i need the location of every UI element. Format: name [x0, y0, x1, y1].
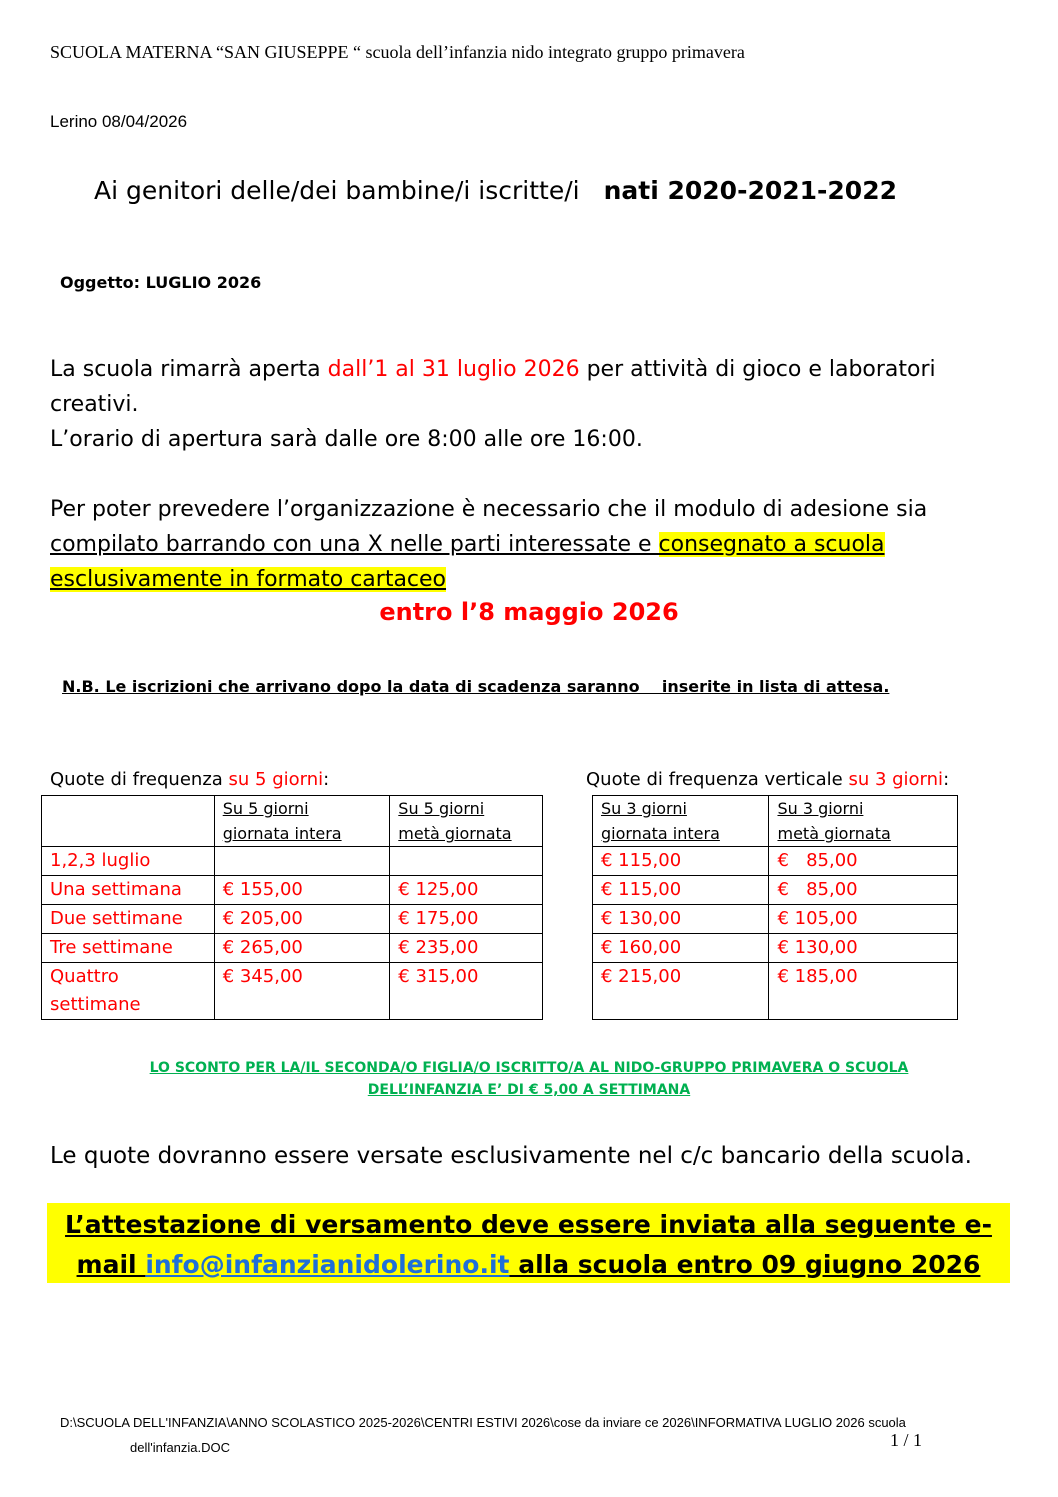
discount-line1: LO SCONTO PER LA/IL SECONDA/O FIGLIA/O ISCRITTO/A AL NIDO-GRUPPO PRIMAVERA O SCUOLA [149, 1060, 909, 1076]
page-number: 1 / 1 [890, 1430, 923, 1450]
footer-path: D:\SCUOLA DELL'INFANZIA\ANNO SCOLASTICO 2025-2026\CENTRI ESTIVI 2026\cose da inviare ce 2026\INFORMATIVA LUGLIO 2026 scuola [60, 1415, 906, 1430]
table-header-row [42, 796, 543, 847]
fees-table-3-days [592, 795, 958, 1020]
table-header-cell [42, 796, 215, 847]
table1-caption-text: Quote di frequenza [50, 769, 229, 790]
price-cell: € 125,00 [390, 876, 543, 905]
table-row [42, 934, 543, 963]
header-days: Su 5 giorni [222, 799, 309, 818]
price-cell: € 265,00 [214, 934, 390, 963]
table-row [593, 876, 958, 905]
price-cell: € 215,00 [593, 963, 769, 1020]
table-row [593, 905, 958, 934]
price-cell: € 185,00 [769, 963, 958, 1020]
recipients-text: Ai genitori delle/dei bambine/i iscritte/i [94, 176, 580, 205]
price-cell: € 85,00 [769, 876, 958, 905]
period-label: Due settimane [42, 905, 215, 934]
table1-caption [50, 769, 329, 790]
p1-dates: dall’1 al 31 luglio 2026 [327, 357, 580, 382]
price-cell: € 130,00 [593, 905, 769, 934]
table-row [42, 963, 543, 1020]
price-cell: € 115,00 [593, 847, 769, 876]
table-row [42, 847, 543, 876]
sibling-discount-note [0, 1057, 1058, 1101]
price-cell: € 205,00 [214, 905, 390, 934]
table-row [593, 847, 958, 876]
table-header-cell [769, 796, 958, 847]
subject-line: Oggetto: LUGLIO 2026 [60, 273, 262, 292]
recipients-years: nati 2020-2021-2022 [603, 176, 897, 205]
table-row [593, 963, 958, 1020]
header-type: metà giornata [398, 824, 512, 843]
table-row [42, 876, 543, 905]
header-type: metà giornata [777, 824, 891, 843]
p2-text-a: Per poter prevedere l’organizzazione è necessario che il modulo di adesione sia [50, 497, 928, 522]
price-cell: € 155,00 [214, 876, 390, 905]
recipients-line [94, 176, 897, 205]
attestation-text-b: alla scuola entro 09 giugno 2026 [509, 1250, 981, 1279]
p2-text-b: compilato barrando con una X nelle parti interessate e [50, 532, 659, 557]
nb-note: N.B. Le iscrizioni che arrivano dopo la data di scadenza saranno inserite in lista di attesa. [62, 677, 890, 696]
attestation-text-a: L’attestazione di versamento deve essere inviata alla seguente e-mail [65, 1210, 992, 1279]
price-cell [390, 847, 543, 876]
attestation-note [47, 1205, 1010, 1285]
price-cell: € 315,00 [390, 963, 543, 1020]
price-cell: € 115,00 [593, 876, 769, 905]
table1-caption-red: su 5 giorni [228, 769, 324, 790]
table-header-cell [390, 796, 543, 847]
header-days: Su 3 giorni [601, 799, 687, 818]
p1-text-a: La scuola rimarrà aperta [50, 357, 328, 382]
table2-caption [586, 769, 949, 790]
fees-table-5-days [41, 795, 543, 1020]
p2-highlight: consegnato a scuola esclusivamente in formato cartaceo [50, 532, 885, 592]
price-cell: € 235,00 [390, 934, 543, 963]
period-label: 1,2,3 luglio [42, 847, 215, 876]
table2-caption-end: : [943, 769, 950, 790]
price-cell: € 85,00 [769, 847, 958, 876]
price-cell: € 345,00 [214, 963, 390, 1020]
footer-filename: dell'infanzia.DOC [130, 1440, 231, 1455]
table-header-cell [593, 796, 769, 847]
email-link[interactable]: info@infanzianidolerino.it [145, 1250, 510, 1279]
discount-line2: DELL’INFANZIA E’ DI € 5,00 A SETTIMANA [367, 1082, 691, 1098]
deadline: entro l’8 maggio 2026 [379, 598, 679, 626]
period-label: Tre settimane [42, 934, 215, 963]
p1-text-b: per attività di gioco e laboratori creativi. [50, 357, 936, 417]
header-type: giornata intera [601, 824, 720, 843]
price-cell: € 130,00 [769, 934, 958, 963]
table-header-row [593, 796, 958, 847]
price-cell [214, 847, 390, 876]
paragraph-opening [50, 352, 990, 457]
table-row [593, 934, 958, 963]
file-path-footer [60, 1410, 1010, 1460]
header-days: Su 5 giorni [398, 799, 485, 818]
price-cell: € 160,00 [593, 934, 769, 963]
period-label: Una settimana [42, 876, 215, 905]
paragraph-organization [50, 492, 990, 597]
table1-caption-end: : [323, 769, 330, 790]
p1-hours: L’orario di apertura sarà dalle ore 8:00 alle ore 16:00. [50, 427, 643, 452]
payment-note: Le quote dovranno essere versate esclusivamente nel c/c bancario della scuola. [50, 1143, 972, 1169]
school-header: SCUOLA MATERNA “SAN GIUSEPPE “ scuola dell’infanzia nido integrato gruppo primavera [50, 42, 745, 62]
price-cell: € 175,00 [390, 905, 543, 934]
table2-caption-text: Quote di frequenza verticale [586, 769, 849, 790]
table-header-cell [214, 796, 390, 847]
header-type: giornata intera [222, 824, 342, 843]
table2-caption-red: su 3 giorni [848, 769, 944, 790]
price-cell: € 105,00 [769, 905, 958, 934]
header-days: Su 3 giorni [777, 799, 864, 818]
table-row [42, 905, 543, 934]
letter-date: Lerino 08/04/2026 [50, 112, 188, 131]
period-label: Quattro settimane [42, 963, 215, 1020]
